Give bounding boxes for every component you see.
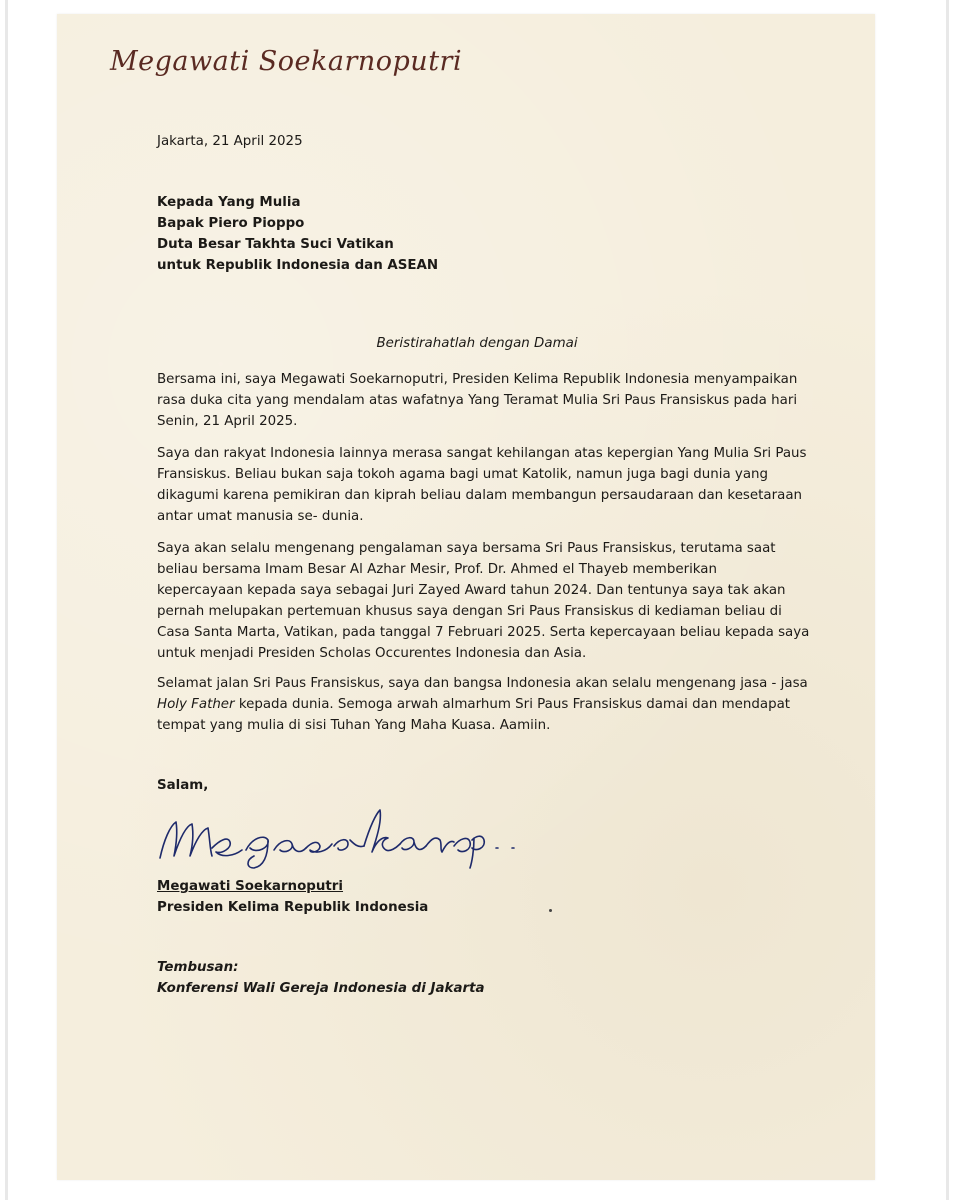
paragraph-line-rest: kepada dunia. Semoga arwah almarhum Sri Paus Fransiskus damai dan mendapat [234,697,791,712]
paragraph-line: dikagumi karena pemikiran dan kiprah beliau dalam membangun persaudaraan dan kesetaraan [157,488,803,503]
frame-edge-right [946,0,949,1200]
paragraph-line: Casa Santa Marta, Vatikan, pada tanggal 7 Februari 2025. Serta kepercayaan beliau kepada saya [157,625,810,640]
cc-label: Tembusan: [157,960,239,975]
letter-date: Jakarta, 21 April 2025 [157,134,303,149]
paper-speck [549,909,552,912]
recipient-line: Kepada Yang Mulia [157,195,301,210]
letterhead: Megawati Soekarnoputri [110,46,463,77]
paragraph-line [157,694,808,715]
paragraph-line: Fransiskus. Beliau bukan saja tokoh agama bagi umat Katolik, namun juga bagi dunia yang [157,467,769,482]
paragraph-line: pernah melupakan pertemuan khusus saya dengan Sri Paus Fransiskus di kediaman beliau di [157,604,782,619]
paragraph-line: antar umat manusia se- dunia. [157,509,364,524]
cc-recipient: Konferensi Wali Gereja Indonesia di Jakarta [157,981,485,996]
recipient-block [157,192,438,276]
signer-block [157,876,428,918]
letter-subject: Beristirahatlah dengan Damai [376,336,578,351]
frame-edge-left [5,0,8,1200]
paragraph-line: beliau bersama Imam Besar Al Azhar Mesir, Prof. Dr. Ahmed el Thayeb memberikan [157,562,718,577]
paragraph-3 [157,538,809,664]
paragraph-line: Saya akan selalu mengenang pengalaman saya bersama Sri Paus Fransiskus, terutama saat [157,541,776,556]
cc-block [157,957,485,999]
paragraph-line: Senin, 21 April 2025. [157,414,298,429]
paragraph-line: Selamat jalan Sri Paus Fransiskus, saya dan bangsa Indonesia akan selalu mengenang jasa - jasa [157,676,808,691]
paragraph-2 [157,443,807,527]
holy-father-italic: Holy Father [157,697,235,712]
paragraph-4 [157,673,808,736]
recipient-line: Duta Besar Takhta Suci Vatikan [157,237,394,252]
paragraph-line: tempat yang mulia di sisi Tuhan Yang Maha Kuasa. Aamiin. [157,718,551,733]
recipient-line: untuk Republik Indonesia dan ASEAN [157,258,439,273]
closing-salutation: Salam, [157,778,209,793]
recipient-line: Bapak Piero Pioppo [157,216,305,231]
paragraph-line: rasa duka cita yang mendalam atas wafatnya Yang Teramat Mulia Sri Paus Fransiskus pada hari [157,393,798,408]
signer-title: Presiden Kelima Republik Indonesia [157,900,429,915]
paragraph-line: Saya dan rakyat Indonesia lainnya merasa sangat kehilangan atas kepergian Yang Mulia Sri Paus [157,446,807,461]
paragraph-line: kepercayaan kepada saya sebagai Juri Zayed Award tahun 2024. Dan tentunya saya tak akan [157,583,786,598]
handwritten-signature [150,800,540,870]
paragraph-1 [157,369,797,432]
signer-name: Megawati Soekarnoputri [157,879,344,894]
paragraph-line: untuk menjadi Presiden Scholas Occurentes Indonesia dan Asia. [157,646,587,661]
paragraph-line: Bersama ini, saya Megawati Soekarnoputri, Presiden Kelima Republik Indonesia menyampaikan [157,372,798,387]
